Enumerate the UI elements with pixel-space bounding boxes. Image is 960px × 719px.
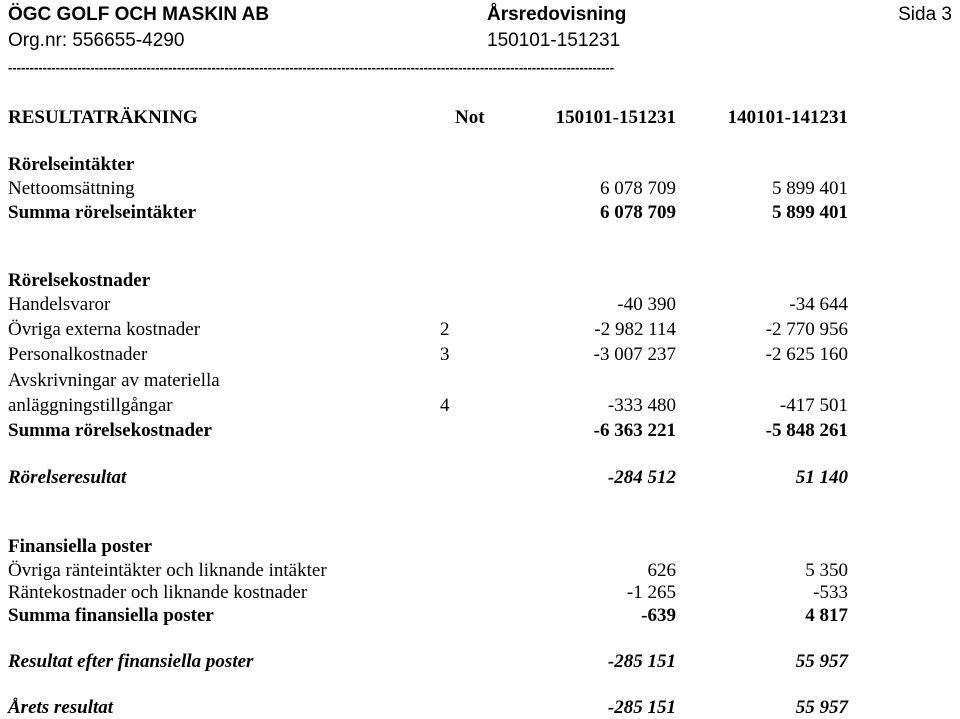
current-period-header: 150101-151231: [555, 107, 676, 128]
subtotal-current-value: 6 078 709: [600, 202, 676, 223]
row-note: 4: [440, 395, 450, 416]
subtotal-label: Summa rörelseintäkter: [8, 202, 197, 223]
subtotal-previous-value: -5 848 261: [765, 420, 848, 441]
row-label: Övriga externa kostnader: [8, 319, 201, 340]
company-name: ÖGC GOLF OCH MASKIN AB: [8, 4, 270, 25]
row-previous-value: -2 770 956: [765, 319, 848, 340]
row-label: anläggningstillgångar: [8, 395, 173, 416]
result-previous-value: 55 957: [795, 651, 848, 672]
net-result-current-value: -285 151: [607, 697, 676, 718]
row-label: Personalkostnader: [8, 344, 148, 365]
subtotal-current-value: -639: [641, 605, 676, 626]
section-heading: Rörelseintäkter: [8, 154, 135, 175]
row-current-value: -3 007 237: [593, 344, 676, 365]
row-note: 2: [440, 319, 450, 340]
net-result-previous-value: 55 957: [795, 697, 848, 718]
result-label: Resultat efter finansiella poster: [8, 651, 254, 672]
row-previous-value: -34 644: [789, 294, 848, 315]
subtotal-label: Summa finansiella poster: [8, 605, 214, 626]
section-heading: Finansiella poster: [8, 536, 153, 557]
statement-title: RESULTATRÄKNING: [8, 107, 198, 128]
row-label: Handelsvaror: [8, 294, 111, 315]
net-result-label: Årets resultat: [8, 697, 114, 718]
row-previous-value: 5 899 401: [772, 178, 848, 199]
row-current-value: -333 480: [607, 395, 676, 416]
row-label: Övriga ränteintäkter och liknande intäkter: [8, 560, 327, 581]
row-note: 3: [440, 344, 450, 365]
subtotal-label: Summa rörelsekostnader: [8, 420, 212, 441]
row-label: Avskrivningar av materiella: [8, 370, 220, 391]
org-number: Org.nr: 556655-4290: [8, 30, 185, 51]
row-label: Räntekostnader och liknande kostnader: [8, 582, 308, 603]
subtotal-previous-value: 5 899 401: [772, 202, 848, 223]
row-previous-value: -417 501: [779, 395, 848, 416]
row-current-value: 626: [647, 560, 676, 581]
row-current-value: -1 265: [626, 582, 676, 603]
row-label: Nettoomsättning: [8, 178, 135, 199]
result-current-value: -284 512: [607, 467, 676, 488]
subtotal-current-value: -6 363 221: [593, 420, 676, 441]
document-title: Årsredovisning: [487, 4, 627, 25]
note-column-header: Not: [455, 107, 485, 128]
subtotal-previous-value: 4 817: [805, 605, 848, 626]
result-current-value: -285 151: [607, 651, 676, 672]
section-heading: Rörelsekostnader: [8, 270, 151, 291]
previous-period-header: 140101-141231: [727, 107, 848, 128]
result-label: Rörelseresultat: [8, 467, 127, 488]
row-previous-value: 5 350: [805, 560, 848, 581]
row-previous-value: -2 625 160: [765, 344, 848, 365]
row-current-value: 6 078 709: [600, 178, 676, 199]
result-previous-value: 51 140: [795, 467, 848, 488]
row-current-value: -2 982 114: [594, 319, 676, 340]
page-number: Sida 3: [898, 4, 952, 25]
row-previous-value: -533: [813, 582, 848, 603]
row-current-value: -40 390: [617, 294, 676, 315]
header-separator: --------------------------------------------------------------------------------------------------------------------------------------------: [8, 60, 615, 75]
report-period: 150101-151231: [487, 30, 621, 51]
